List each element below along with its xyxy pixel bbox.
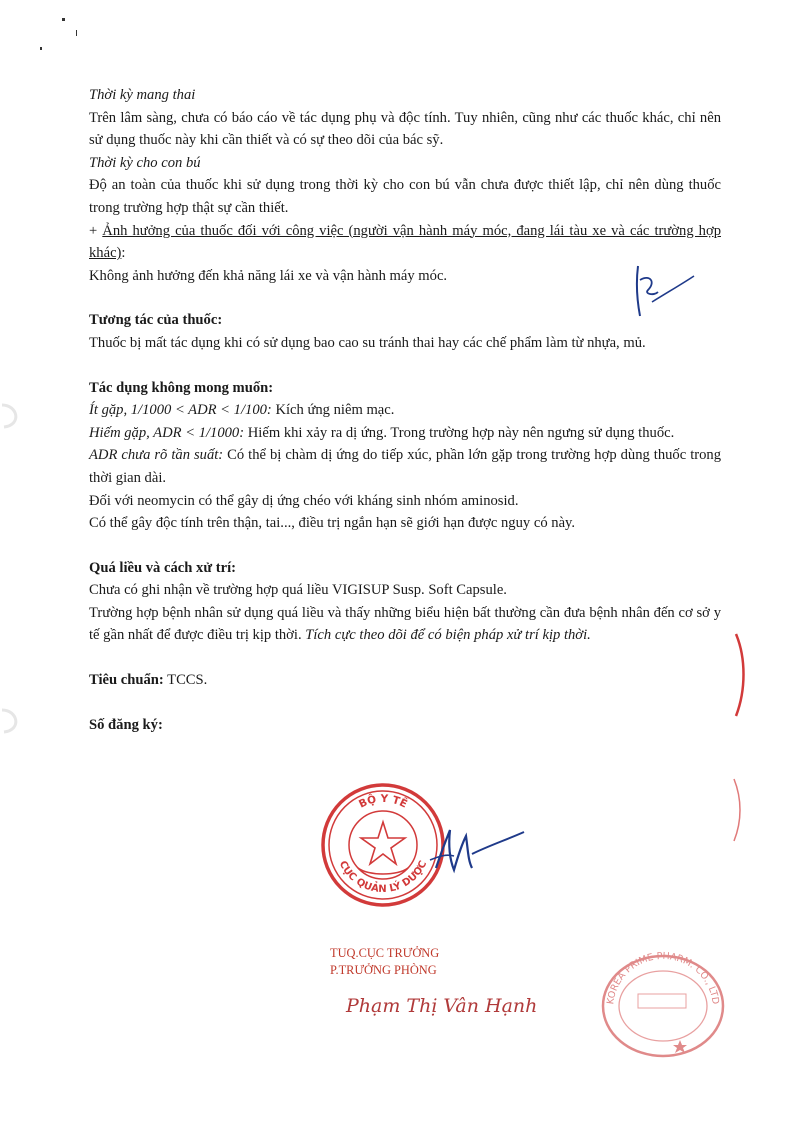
- driving-text: Không ảnh hưởng đến khả năng lái xe và vận hành máy móc.: [89, 267, 448, 284]
- document-body: [89, 84, 721, 736]
- signatory-block: [330, 945, 570, 979]
- company-stamp-text: KOREA PRIME PHARM. CO., LTD: [605, 950, 721, 1006]
- adverse-item: [89, 422, 721, 445]
- scan-speck: [40, 47, 42, 50]
- scan-speck: [62, 18, 65, 21]
- blue-signature: [428, 820, 528, 880]
- driving-heading: Ảnh hưởng của thuốc đối với công việc (người vận hành máy móc, đang lái tàu xe và các trường hợp khác): [89, 222, 721, 262]
- driving-prefix: +: [89, 222, 103, 239]
- standard-label: Tiêu chuẩn:: [89, 672, 164, 689]
- adverse-item-label: Ít gặp, 1/1000 < ADR < 1/100:: [89, 402, 272, 419]
- driving-heading-line: [89, 220, 721, 265]
- overdose-line2: [89, 602, 721, 647]
- signatory-line2: P.TRƯỞNG PHÒNG: [330, 963, 437, 977]
- pregnancy-text: Trên lâm sàng, chưa có báo cáo về tác dụng phụ và độc tính. Tuy nhiên, cũng như các thuốc khác, chỉ nên sử dụng thuốc này khi cần thiết và có sự theo dõi của bác sỹ.: [89, 109, 721, 149]
- adverse-item-text: Có thể bị chàm dị ứng do tiếp xúc, phần lớn gặp trong trường hợp dùng thuốc trong thời gian dài.: [89, 447, 721, 486]
- breastfeeding-heading: Thời kỳ cho con bú: [89, 154, 201, 171]
- overdose-heading: Quá liều và cách xử trí:: [89, 559, 236, 576]
- adverse-heading: Tác dụng không mong muốn:: [89, 379, 274, 396]
- adverse-item-label: ADR chưa rõ tần suất:: [89, 447, 224, 464]
- overdose-line1: Chưa có ghi nhận về trường hợp quá liều VIGISUP Susp. Soft Capsule.: [89, 582, 507, 599]
- adverse-item: [89, 444, 721, 489]
- adverse-toxicity: Có thể gây độc tính trên thận, tai..., điều trị ngắn hạn sẽ giới hạn được nguy có này.: [89, 515, 576, 532]
- edge-stamp-mark: [730, 775, 750, 845]
- company-stamp: [598, 948, 728, 1058]
- ministry-stamp-bottom-text: CỤC QUẢN LÝ DƯỢC: [336, 859, 430, 896]
- adverse-item-label: Hiếm gặp, ADR < 1/1000:: [89, 424, 245, 441]
- signatory-name: Phạm Thị Vân Hạnh: [346, 995, 538, 1017]
- edge-smudge: [0, 395, 30, 435]
- driving-colon: :: [121, 245, 126, 262]
- ministry-stamp-top-text: BỘ Y TẾ: [357, 792, 410, 811]
- adverse-item-text: Kích ứng niêm mạc.: [271, 402, 395, 419]
- overdose-line2-italic: Tích cực theo dõi để có biện pháp xử trí kịp thời.: [305, 627, 591, 644]
- scan-speck: [76, 30, 77, 36]
- breastfeeding-text: Độ an toàn của thuốc khi sử dụng trong thời kỳ cho con bú vẫn chưa được thiết lập, chỉ nên dùng thuốc trong trường hợp thật sự cần thiết.: [89, 177, 721, 216]
- signatory-line1: TUQ.CỤC TRƯỞNG: [330, 946, 440, 960]
- edge-smudge: [0, 700, 30, 740]
- initials-mark: [628, 262, 698, 322]
- interactions-text: Thuốc bị mất tác dụng khi có sử dụng bao cao su tránh thai hay các chế phẩm làm từ nhựa, mủ.: [89, 334, 646, 351]
- overdose-line2-text: Trường hợp bệnh nhân sử dụng quá liều và thấy những biểu hiện bất thường cần đưa bệnh nhân đến cơ sở y tế gần nhất để được điều trị kịp thời.: [89, 604, 721, 644]
- interactions-heading: Tương tác của thuốc:: [89, 312, 223, 329]
- registration-label: Số đăng ký:: [89, 716, 163, 733]
- adverse-item-text: Hiếm khi xảy ra dị ứng. Trong trường hợp này nên ngưng sử dụng thuốc.: [244, 424, 675, 441]
- edge-stamp-mark: [730, 630, 750, 720]
- standard-line: [89, 669, 721, 692]
- pregnancy-heading: Thời kỳ mang thai: [89, 87, 196, 103]
- adverse-neomycin: Đối với neomycin có thể gây dị ứng chéo với kháng sinh nhóm aminosid.: [89, 492, 519, 509]
- adverse-item: [89, 399, 721, 422]
- standard-value: TCCS.: [163, 672, 208, 689]
